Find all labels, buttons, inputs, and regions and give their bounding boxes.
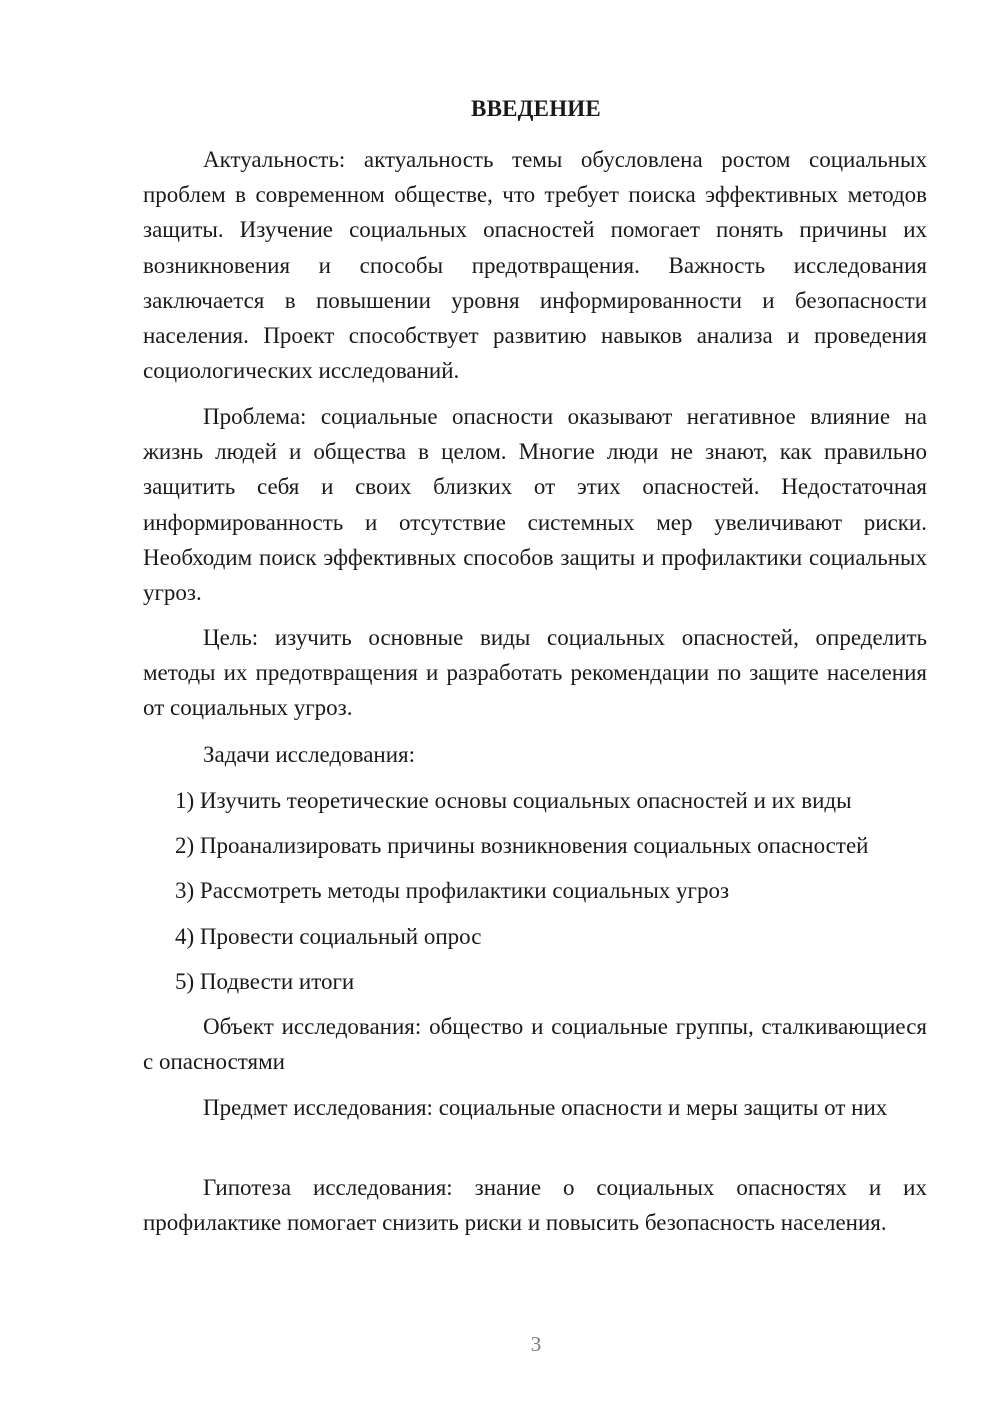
- page-title: ВВЕДЕНИЕ: [471, 96, 601, 121]
- subject-paragraph: Предмет исследования: социальные опасности и меры защиты от них: [203, 1095, 888, 1120]
- hypothesis-paragraph: Гипотеза исследования: знание о социальных опасностях и их профилактике помогает снизить риски и повысить безопасность населения.: [143, 1175, 927, 1236]
- task-item: 4) Провести социальный опрос: [175, 924, 482, 949]
- task-item: 5) Подвести итоги: [175, 969, 355, 994]
- task-item: 2) Проанализировать причины возникновения социальных опасностей: [175, 833, 869, 858]
- tasks-title: Задачи исследования:: [203, 742, 416, 767]
- object-paragraph: Объект исследования: общество и социальные группы, сталкивающиеся с опасностями: [143, 1014, 927, 1075]
- page-number: 3: [530, 1332, 542, 1356]
- task-item: 1) Изучить теоретические основы социальных опасностей и их виды: [175, 788, 852, 813]
- relevance-paragraph: Актуальность: актуальность темы обусловлена ростом социальных проблем в современном обществе, что требует поиска эффективных методов защиты. Изучение социальных опасностей помогает понять причины их возникновения и способы предотвращения. Важность исследования заключается в повышении уровня информированности и безопасности населения. Проект способствует развитию навыков анализа и проведения социологических исследований.: [143, 147, 927, 384]
- problem-paragraph: Проблема: социальные опасности оказывают негативное влияние на жизнь людей и общества в целом. Многие люди не знают, как правильно защитить себя и своих близких от этих опасностей. Недостаточная информированность и отсутствие системных мер увеличивают риски. Необходим поиск эффективных способов защиты и профилактики социальных угроз.: [143, 404, 927, 606]
- task-item: 3) Рассмотреть методы профилактики социальных угроз: [175, 878, 730, 903]
- goal-paragraph: Цель: изучить основные виды социальных опасностей, определить методы их предотвращения и разработать рекомендации по защите населения от социальных угроз.: [143, 625, 927, 721]
